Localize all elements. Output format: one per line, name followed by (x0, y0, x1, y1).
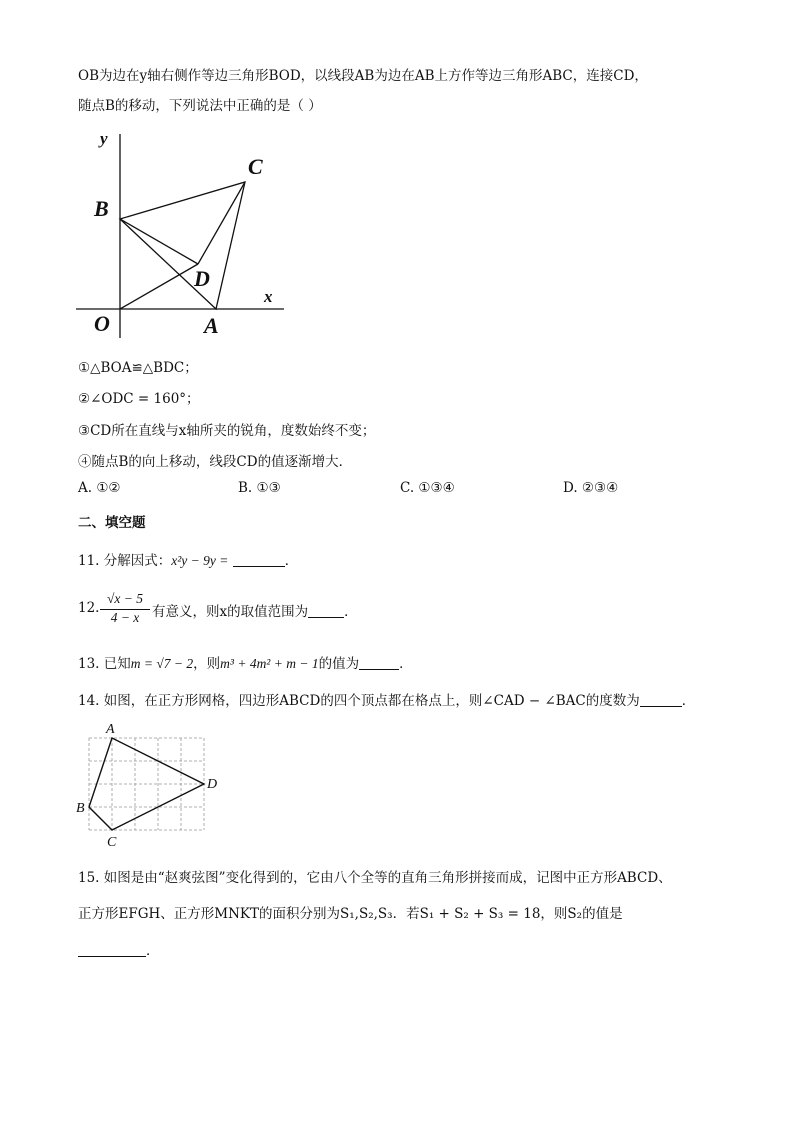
option-c[interactable]: C. ①③④ (400, 480, 455, 496)
grid-quadrilateral-figure (72, 718, 222, 852)
question-12-number: 12. (78, 600, 100, 616)
label-b: B (94, 196, 109, 221)
q12-numerator: √x − 5 (100, 591, 150, 610)
question-intro-line-2: 随点B的移动，下列说法中正确的是（ ） (78, 98, 322, 114)
q13-text: 的值为 (318, 656, 360, 672)
q14-end: ． (681, 693, 696, 709)
q12-denominator: 4 − x (110, 610, 140, 625)
q11-answer-blank[interactable] (233, 552, 285, 567)
q12-end: ． (344, 604, 358, 620)
question-15-line-3 (78, 939, 160, 959)
question-13 (78, 652, 413, 672)
q13-end: ． (399, 656, 413, 672)
label-x: x (264, 287, 273, 306)
segment-bd (120, 219, 198, 264)
q13-expression-2: m³ + 4m² + m − 1 (220, 656, 319, 671)
question-11 (78, 549, 298, 569)
label-o: O (94, 311, 110, 336)
q12-answer-blank[interactable] (308, 603, 344, 618)
question-14 (78, 689, 695, 709)
grid-label-d: D (207, 777, 218, 792)
grid-label-b: B (76, 801, 85, 816)
q13-prefix: 13. 已知 (78, 656, 131, 672)
option-a[interactable]: A. ①② (78, 480, 121, 496)
statement-1: ①△BOA≌△BDC； (78, 360, 198, 376)
q15-end: ． (146, 943, 160, 959)
q14-answer-blank[interactable] (640, 692, 682, 707)
statement-4: ④随点B的向上移动，线段CD的值逐渐增大． (78, 454, 353, 470)
grid-label-a: A (106, 722, 115, 737)
statement-3: ③CD所在直线与x轴所夹的锐角，度数始终不变； (78, 423, 376, 439)
question-12-text (152, 600, 358, 620)
q13-expression-1: m = √7 − 2 (130, 656, 194, 671)
label-y: y (100, 129, 108, 148)
q11-prefix: 11. 分解因式： (78, 553, 172, 569)
option-b[interactable]: B. ①③ (238, 480, 281, 496)
q12-fraction (100, 591, 150, 628)
q12-text: 有意义，则x的取值范围为 (152, 604, 309, 620)
label-a: A (204, 313, 219, 338)
question-15-line-1: 15. 如图是由“赵爽弦图”变化得到的，它由八个全等的直角三角形拼接而成，记图中正方形ABCD、 (78, 870, 672, 886)
triangle-figure (72, 124, 302, 346)
grid-label-c: C (107, 835, 117, 850)
q11-end: ． (284, 553, 299, 569)
option-d[interactable]: D. ②③④ (563, 480, 619, 496)
section-title: 二、填空题 (78, 515, 146, 531)
label-d: D (194, 266, 210, 291)
segment-od (120, 264, 198, 309)
q13-answer-blank[interactable] (359, 655, 399, 670)
question-15-line-2: 正方形EFGH、正方形MNKT的面积分别为S₁,S₂,S₃．若S₁ + S₂ + S₃ = 18，则S₂的值是 (78, 906, 623, 922)
q14-text: 14. 如图，在正方形网格，四边形ABCD的四个顶点都在格点上，则∠CAD − ∠BAC的度数为 (78, 693, 640, 709)
triangle-abc (120, 182, 245, 309)
q11-expression: x²y − 9y = (171, 553, 229, 568)
q13-mid: ，则 (193, 656, 221, 672)
question-intro-line-1: OB为边在y轴右侧作等边三角形BOD，以线段AB为边在AB上方作等边三角形ABC，连接CD， (78, 68, 648, 84)
statement-2: ②∠ODC = 160°； (78, 391, 200, 407)
label-c: C (248, 154, 263, 179)
q15-answer-blank[interactable] (78, 942, 146, 957)
